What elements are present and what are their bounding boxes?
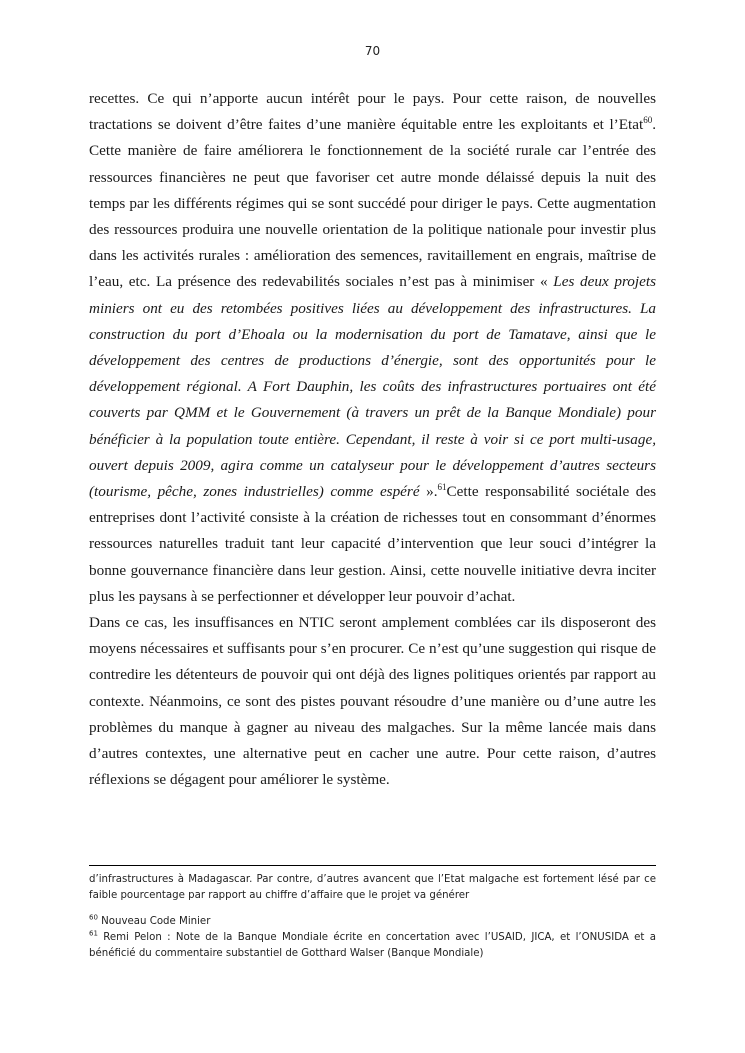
footnote-61	[89, 930, 656, 962]
footnote-continued: d’infrastructures à Madagascar. Par contre, d’autres avancent que l’Etat malgache est fortement lésé par ce faible pourcentage par rapport au chiffre d’affaire que le projet va générer	[89, 874, 656, 901]
quoted-passage: Les deux projets miniers ont eu des retombées positives liées au développement des infrastructures. La construction du port d’Ehoala ou la modernisation du port de Tamatave, ainsi que le développement des centres de productions d’énergie, sont des opportunités pour le développement régional. A Fort Dauphin, les coûts des infrastructures portuaires ont été couverts par QMM et le Gouvernement (à travers un prêt de la Banque Mondiale) pour bénéficier à la population toute entière. Cependant, il reste à voir si ce port multi-usage, ouvert depuis 2009, agira comme un catalyseur pour le développement d’autres secteurs (tourisme, pêche, zones industrielles) comme espéré	[89, 273, 656, 501]
footnote-60	[89, 914, 656, 930]
paragraph-2: Dans ce cas, les insuffisances en NTIC seront amplement comblées car ils disposeront des moyens nécessaires et suffisants pour s’en procurer. Ce n’est qu’une suggestion qui risque de contredire les détenteurs de pouvoir qui ont déjà des lignes politiques orientés par rapport au contexte. Néanmoins, ce sont des pistes pouvant résoudre d’une manière ou d’une autre les problèmes du manque à gagner au niveau des malgaches. Sur la même lancée mais dans d’autres contextes, une alternative peut en cacher une autre. Pour cette raison, d’autres réflexions se dégagent pour améliorer le système.	[89, 614, 656, 789]
footnote-61-number: 61	[89, 929, 98, 938]
footnote-61-text: Remi Pelon : Note de la Banque Mondiale écrite en concertation avec l’USAID, JICA, et l’ONUSIDA et a bénéficié du commentaire substantiel de Gotthard Walser (Banque Mondiale)	[89, 932, 656, 959]
body-text	[89, 86, 656, 793]
quote-close: ».	[419, 483, 438, 501]
footnotes	[89, 872, 656, 962]
footnote-ref-60: 60	[643, 115, 653, 126]
footnote-60-number: 60	[89, 913, 98, 922]
page-number: 70	[364, 44, 381, 58]
paragraph-1-text-c: Cette responsabilité sociétale des entreprises dont l’activité consiste à la création de richesses tout en consommant d’énormes ressources naturelles traduit tant leur capacité d’intervention que leur souci d’intégrer la bonne gouvernance financière dans leur gestion. Ainsi, cette nouvelle initiative devra inciter plus les paysans à se perfectionner et développer leur pouvoir d’achat.	[89, 483, 656, 605]
footnote-ref-61: 61	[437, 481, 447, 492]
footnote-separator	[89, 865, 656, 866]
paragraph-1	[89, 86, 656, 610]
paragraph-1-text-a: recettes. Ce qui n’apporte aucun intérêt pour le pays. Pour cette raison, de nouvelles tractations se doivent d’être faites d’une manière équitable entre les exploitants et l’Etat	[89, 90, 656, 134]
footnote-gap	[89, 904, 656, 914]
footnote-60-text: Nouveau Code Minier	[97, 916, 211, 927]
paragraph-1-text-b: . Cette manière de faire améliorera le fonctionnement de la société rurale car l’entrée des ressources financières ne peut que favoriser cet autre monde délaissé depuis la nuit des temps par les différents régimes qui se sont succédé pour diriger le pays. Cette augmentation des ressources produira une nouvelle orientation de la politique nationale pour investir plus dans les activités rurales : amélioration des semences, ravitaillement en engrais, maîtrise de l’eau, etc. La présence des redevabilités sociales n’est pas à minimiser «	[89, 116, 656, 291]
